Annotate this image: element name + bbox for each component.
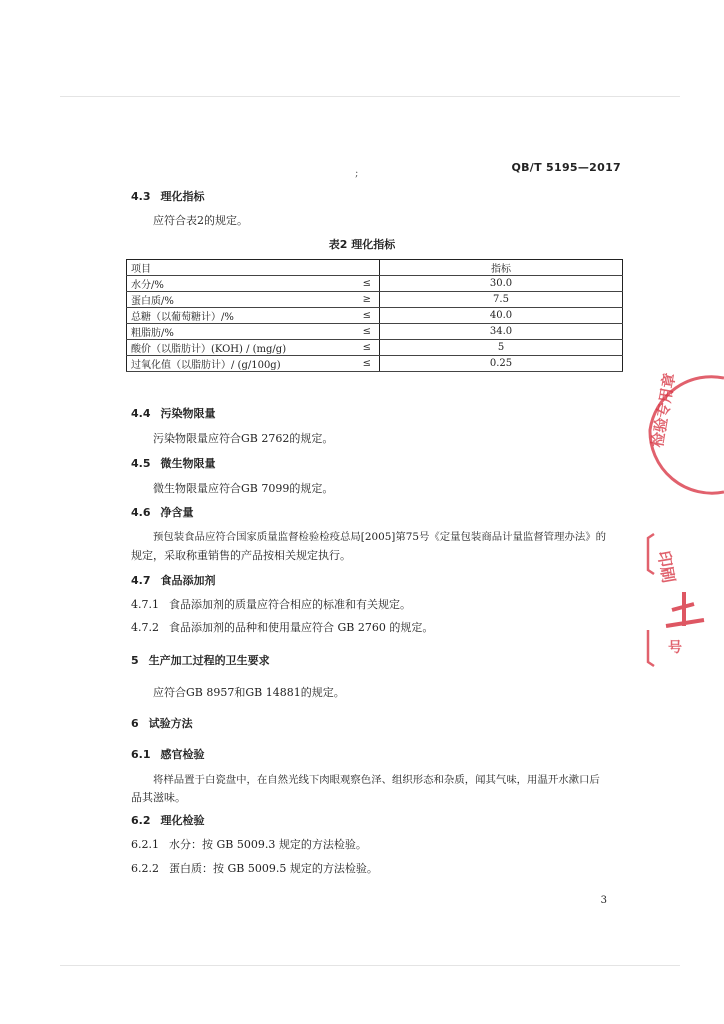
section-4-3-heading <box>131 188 205 204</box>
header-item: 项目 <box>127 260 356 276</box>
svg-text:检验专用章: 检验专用章 <box>648 371 679 449</box>
section-number: 4.3 <box>131 190 151 203</box>
section-title: 生产加工过程的卫生要求 <box>148 654 270 667</box>
section-number: 5 <box>131 654 139 667</box>
svg-text:印刷: 印刷 <box>654 549 679 585</box>
red-seal-stamp-upper <box>640 370 724 500</box>
row-item: 蛋白质/% <box>127 292 356 308</box>
section-number: 6 <box>131 717 139 730</box>
section-4-6-text-line1: 预包装食品应符合国家质量监督检验检疫总局[2005]第75号《定量包装商品计量监督管理办法》的 <box>153 531 607 543</box>
row-item: 酸价（以脂肪计）(KOH) / (mg/g) <box>127 340 356 356</box>
section-4-6-text-line2: 规定，采取称重销售的产品按相关规定执行。 <box>131 549 351 562</box>
row-value: 0.25 <box>380 356 623 372</box>
clause-text: 蛋白质：按 GB 5009.5 规定的方法检验。 <box>169 862 378 875</box>
header-value: 指标 <box>380 260 623 276</box>
section-number: 6.1 <box>131 748 151 761</box>
row-value: 30.0 <box>380 276 623 292</box>
row-item: 过氧化值（以脂肪计）/ (g/100g) <box>127 356 356 372</box>
clause-number: 4.7.2 <box>131 621 159 634</box>
svg-text:号: 号 <box>668 640 682 656</box>
table-row <box>127 292 623 308</box>
row-item: 总糖（以葡萄糖计）/% <box>127 308 356 324</box>
table-header-row <box>127 260 623 276</box>
scan-artifact-mark: ; <box>355 168 359 179</box>
section-number: 4.7 <box>131 574 151 587</box>
section-title: 污染物限量 <box>160 407 216 420</box>
table-row <box>127 356 623 372</box>
section-title: 理化检验 <box>160 814 205 827</box>
table-row <box>127 324 623 340</box>
section-4-4-text: 污染物限量应符合GB 2762的规定。 <box>153 432 334 445</box>
spec-table <box>126 259 623 372</box>
clause-text: 水分：按 GB 5009.3 规定的方法检验。 <box>169 838 367 851</box>
clause-number: 6.2.2 <box>131 862 159 875</box>
row-operator: ≤ <box>355 276 380 292</box>
section-4-7-2 <box>131 619 433 635</box>
clause-number: 4.7.1 <box>131 598 159 611</box>
row-operator: ≤ <box>355 324 380 340</box>
section-4-5-text: 微生物限量应符合GB 7099的规定。 <box>153 482 334 495</box>
standard-code: QB/T 5195—2017 <box>511 161 621 174</box>
clause-number: 6.2.1 <box>131 838 159 851</box>
section-5-heading <box>131 652 270 668</box>
red-seal-stamp-lower <box>646 530 724 670</box>
row-operator: ≥ <box>355 292 380 308</box>
scan-top-edge <box>60 96 680 97</box>
section-title: 感官检验 <box>160 748 205 761</box>
row-value: 40.0 <box>380 308 623 324</box>
row-value: 7.5 <box>380 292 623 308</box>
page-number: 3 <box>600 895 607 906</box>
row-item: 粗脂肪/% <box>127 324 356 340</box>
scan-bottom-edge <box>60 965 680 966</box>
section-4-7-heading <box>131 572 216 588</box>
section-title: 净含量 <box>160 506 194 519</box>
section-6-1-text-line1: 将样品置于白瓷盘中，在自然光线下肉眼观察色泽、组织形态和杂质，闻其气味，用温开水漱口后 <box>153 774 600 786</box>
clause-text: 食品添加剂的质量应符合相应的标准和有关规定。 <box>169 598 411 611</box>
clause-text: 食品添加剂的品种和使用量应符合 GB 2760 的规定。 <box>169 621 434 634</box>
section-title: 理化指标 <box>160 190 205 203</box>
section-6-1-heading <box>131 746 205 762</box>
row-value: 5 <box>380 340 623 356</box>
section-title: 试验方法 <box>148 717 193 730</box>
header-op-spacer <box>355 260 380 276</box>
section-6-2-heading <box>131 812 205 828</box>
section-4-7-1 <box>131 596 411 612</box>
section-6-2-2 <box>131 860 378 876</box>
section-6-heading <box>131 715 193 731</box>
section-number: 4.5 <box>131 457 151 470</box>
section-title: 食品添加剂 <box>160 574 216 587</box>
table-caption: 表2 理化指标 <box>328 238 396 251</box>
section-4-5-heading <box>131 455 216 471</box>
section-4-4-heading <box>131 405 216 421</box>
section-6-2-1 <box>131 836 367 852</box>
table-row <box>127 276 623 292</box>
row-operator: ≤ <box>355 308 380 324</box>
section-4-6-heading <box>131 504 194 520</box>
section-number: 4.4 <box>131 407 151 420</box>
row-operator: ≤ <box>355 340 380 356</box>
section-5-text: 应符合GB 8957和GB 14881的规定。 <box>153 686 345 699</box>
table-row <box>127 340 623 356</box>
row-item: 水分/% <box>127 276 356 292</box>
section-number: 4.6 <box>131 506 151 519</box>
row-operator: ≤ <box>355 356 380 372</box>
table-row <box>127 308 623 324</box>
section-title: 微生物限量 <box>160 457 216 470</box>
section-4-3-text: 应符合表2的规定。 <box>153 214 248 227</box>
row-value: 34.0 <box>380 324 623 340</box>
section-6-1-text-line2: 品其滋味。 <box>131 791 186 804</box>
section-number: 6.2 <box>131 814 151 827</box>
